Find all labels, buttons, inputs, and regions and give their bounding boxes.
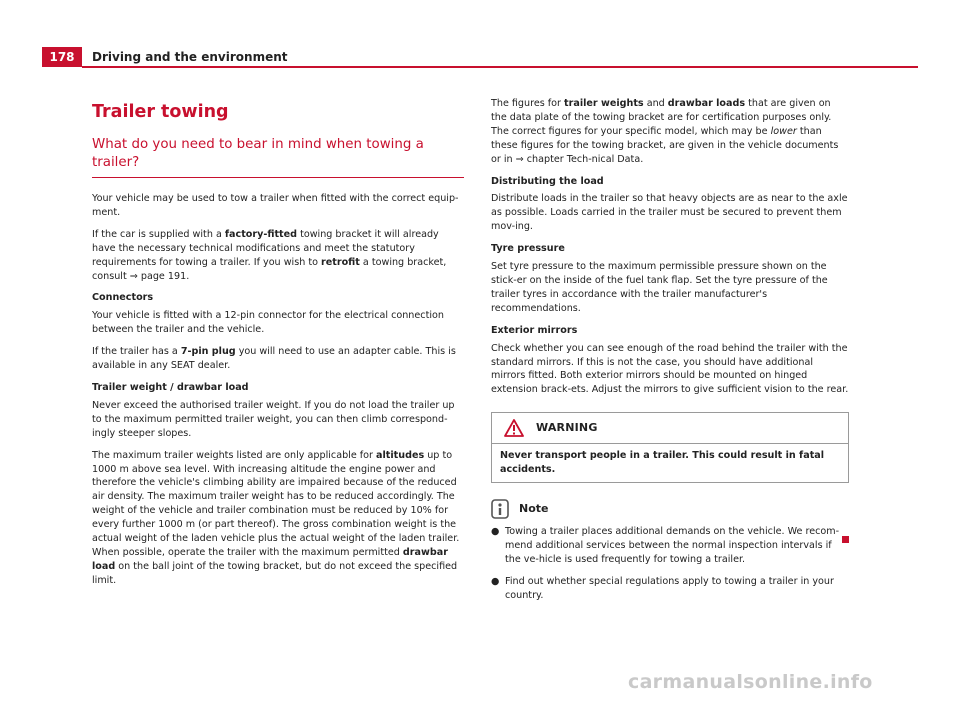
note-header [491,499,849,519]
paragraph-mirrors: Check whether you can see enough of the road behind the trailer with the standard mirrors. If this is not the case, you should have additional mirrors fitted. Both exterior mirrors should be mounted on hinged extension brack-ets. Adjust the mirrors to give sufficient vision to the rear. [491,342,849,396]
note-info-icon [491,499,509,519]
warning-triangle-icon [504,419,524,437]
note-item-text: Find out whether special regulations apply to towing a trailer in your country. [505,575,834,601]
note-item [491,525,849,567]
watermark: carmanualsonline.info [628,671,873,693]
heading-exterior-mirrors: Exterior mirrors [491,324,578,336]
heading-trailer-weight: Trailer weight / drawbar load [92,381,249,393]
note-item-text: Towing a trailer places additional demands on the vehicle. We recom-mend additional services between the normal inspection intervals if the ve-hicle is used frequently for towing a trailer. [505,526,840,565]
paragraph-equipment: Your vehicle may be used to tow a trailer when fitted with the correct equip-ment. [92,193,459,218]
warning-box [491,412,849,483]
paragraph-altitudes: The maximum trailer weights listed are only applicable for altitudes up to 1000 m above sea level. With increasing altitude the engine power and therefore the vehicle's climbing ability are impaired because of the reduced air density. The maximum trailer weight has to be reduced accordingly. The weight of the vehicle and trailer combination must be reduced by 10% for every further 1000 m (or part thereof). The gross combination weight is the actual weight of the laden vehicle plus the actual weight of the laden trailer. When possible, operate the trailer with the maximum permitted drawbar load on the ball joint of the towing bracket, but do not exceed the specified limit. [92,449,460,586]
section-title: Trailer towing [92,102,229,122]
heading-connectors: Connectors [92,292,154,304]
bullet-icon: ● [491,526,500,538]
page-number: 178 [42,47,82,67]
bullet-icon: ● [491,575,500,587]
subsection-title: What do you need to bear in mind when towing a trailer? [92,136,464,178]
note-label: Note [519,502,549,516]
paragraph-figures: The figures for trailer weights and drawbar loads that are given on the data plate of the towing bracket are for certification purposes only. The correct figures for your specific model, which may be lower than these figures for the towing bracket, are given in the vehicle documents or in ⇒ chapter Tech-nical Data. [491,98,839,165]
warning-label: WARNING [536,421,598,435]
warning-header [492,413,848,444]
heading-tyre-pressure: Tyre pressure [491,243,565,255]
end-of-section-marker [842,536,849,543]
paragraph-tyre: Set tyre pressure to the maximum permissible pressure shown on the stick-er on the inside of the fuel tank flap. Set the tyre pressure of the trailer tyres in accordance with the trailer manufacturer's recommendations. [491,261,828,314]
header-rule [82,66,918,68]
paragraph-connector: Your vehicle is fitted with a 12-pin connector for the electrical connection between the trailer and the vehicle. [92,310,444,336]
paragraph-factory-fitted: If the car is supplied with a factory-fitted towing bracket it will already have the necessary technical modifications and meet the statutory requirements for towing a trailer. If you wish to retrofit a towing bracket, consult ⇒ page 191. [92,228,447,282]
chapter-title: Driving and the environment [92,50,288,64]
heading-distributing-load: Distributing the load [491,175,604,187]
paragraph-authorised-weight: Never exceed the authorised trailer weight. If you do not load the trailer up to the maximum permitted trailer weight, you can then climb correspond-ingly steeper slopes. [92,399,455,439]
page-link[interactable]: a towing bracket, consult ⇒ page 191. [92,256,447,282]
left-column [92,100,464,596]
note-item [491,575,849,603]
warning-text: Never transport people in a trailer. This could result in fatal accidents. [500,450,825,476]
right-column [491,97,849,611]
paragraph-distributing: Distribute loads in the trailer so that heavy objects are as near to the axle as possible. Loads carried in the trailer must be secured to prevent them mov-ing. [491,193,848,233]
paragraph-adapter: If the trailer has a 7-pin plug you will need to use an adapter cable. This is available in any SEAT dealer. [92,346,456,372]
